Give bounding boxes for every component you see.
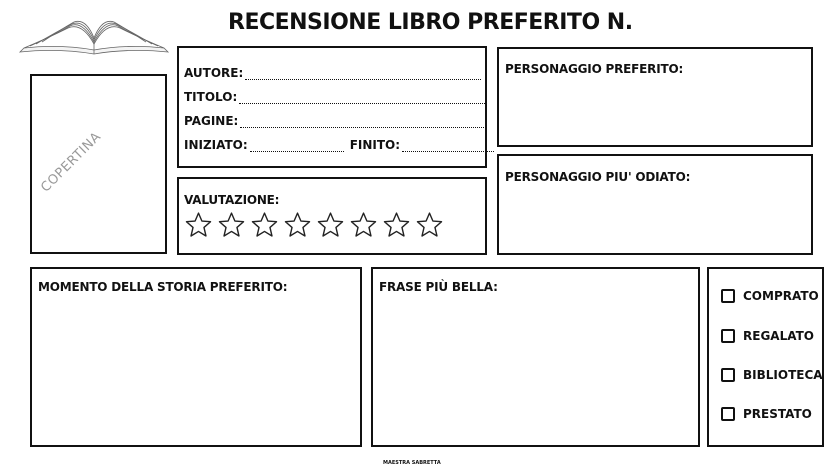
pages-row[interactable] [184, 114, 484, 128]
favorite-moment-label: MOMENTO DELLA STORIA PREFERITO: [38, 280, 288, 294]
favorite-moment-box[interactable] [30, 267, 362, 447]
hated-character-label: PERSONAGGIO PIU' ODIATO: [505, 170, 691, 184]
checkbox-comprato[interactable] [721, 289, 735, 303]
best-quote-label: FRASE PIÙ BELLA: [379, 280, 498, 294]
star-icon[interactable] [316, 211, 345, 239]
star-icon[interactable] [283, 211, 312, 239]
option-regalato-label: REGALATO [743, 329, 814, 343]
started-label: INIZIATO: [184, 138, 248, 152]
finished-dotted-line[interactable] [402, 141, 494, 152]
footer-credit: MAESTRA SABRETTA [383, 460, 441, 466]
best-quote-box[interactable] [371, 267, 700, 447]
option-biblioteca-label: BIBLIOTECA [743, 368, 823, 382]
cover-label: COPERTINA [38, 129, 105, 196]
pages-dotted-line[interactable] [240, 117, 484, 128]
author-dotted-line[interactable] [245, 69, 481, 80]
rating-label: VALUTAZIONE: [184, 193, 280, 207]
star-icon[interactable] [382, 211, 411, 239]
hated-character-box[interactable] [497, 154, 813, 255]
started-dotted-line[interactable] [250, 141, 344, 152]
finished-label: FINITO: [349, 138, 401, 152]
title-row[interactable] [184, 90, 487, 104]
checkbox-regalato[interactable] [721, 329, 735, 343]
favorite-character-label: PERSONAGGIO PREFERITO: [505, 62, 684, 76]
rating-stars[interactable] [184, 211, 444, 239]
checkbox-prestato[interactable] [721, 407, 735, 421]
page-title: RECENSIONE LIBRO PREFERITO N. [228, 10, 633, 35]
author-label: AUTORE: [184, 66, 244, 80]
option-prestato[interactable] [721, 407, 812, 421]
title-label: TITOLO: [184, 90, 238, 104]
option-comprato[interactable] [721, 289, 819, 303]
book-info-box [177, 46, 487, 168]
star-icon[interactable] [349, 211, 378, 239]
star-icon[interactable] [184, 211, 213, 239]
rating-box [177, 177, 487, 255]
star-icon[interactable] [217, 211, 246, 239]
star-icon[interactable] [415, 211, 444, 239]
option-prestato-label: PRESTATO [743, 407, 812, 421]
option-comprato-label: COMPRATO [743, 289, 819, 303]
pages-label: PAGINE: [184, 114, 239, 128]
cover-box[interactable] [30, 74, 167, 254]
acquisition-box [707, 267, 824, 447]
checkbox-biblioteca[interactable] [721, 368, 735, 382]
open-book-icon [18, 14, 170, 56]
favorite-character-box[interactable] [497, 47, 813, 147]
option-biblioteca[interactable] [721, 368, 823, 382]
title-dotted-line[interactable] [239, 93, 487, 104]
star-icon[interactable] [250, 211, 279, 239]
option-regalato[interactable] [721, 329, 814, 343]
dates-row[interactable] [184, 138, 494, 152]
author-row[interactable] [184, 66, 481, 80]
